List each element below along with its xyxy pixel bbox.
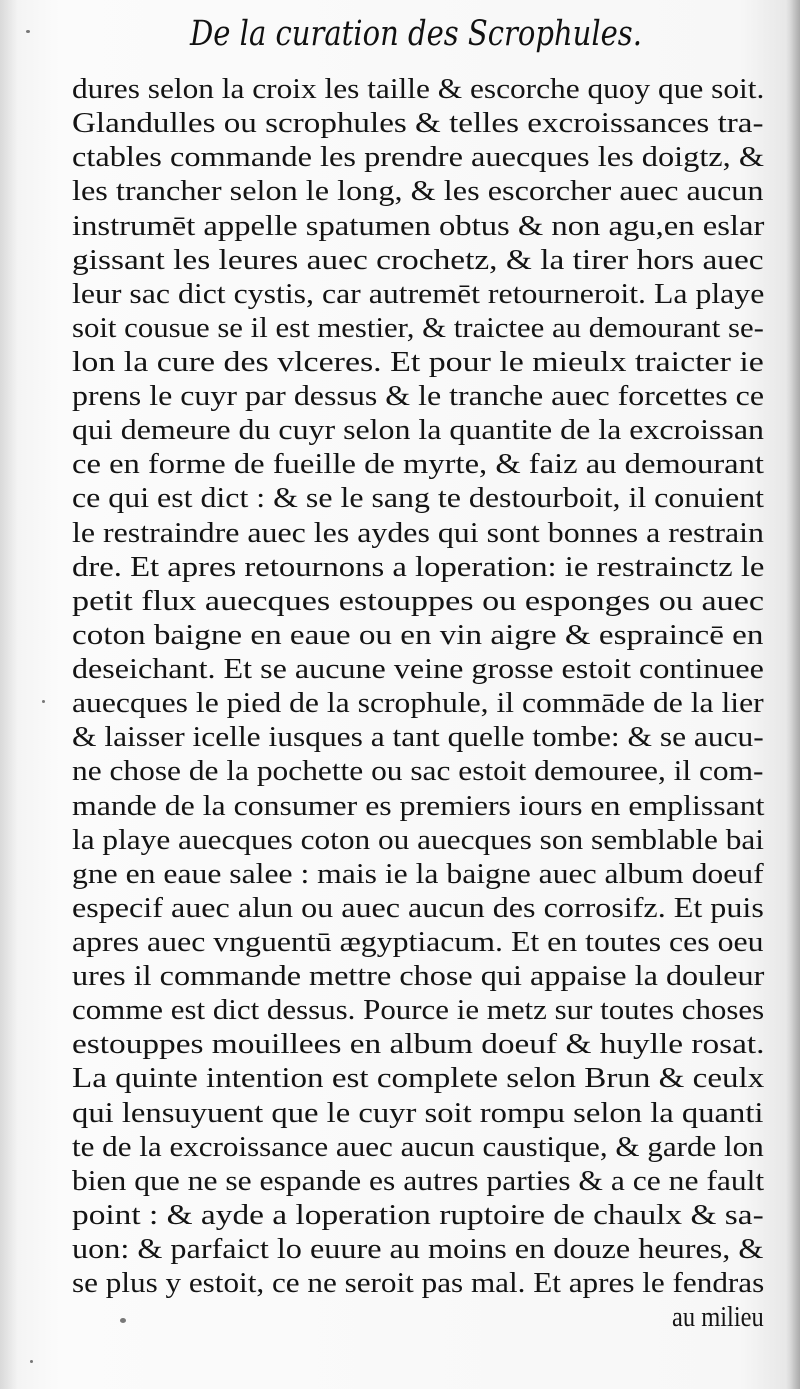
paper-speck [30, 1360, 33, 1363]
text-line: uon: & parfaict lo euure au moins en douze heures, & [72, 1233, 764, 1265]
page-edge-shadow [786, 0, 800, 1389]
text-line: ctables commande les prendre auecques les doigtz, & [72, 141, 765, 173]
text-line: instrumēt appelle spatumen obtus & non agu,en eslar [72, 210, 765, 242]
text-line: la playe auecques coton ou auecques son semblable bai [72, 824, 765, 856]
text-line: auecques le pied de la scrophule, il commāde de la lier [72, 687, 764, 719]
text-line: gne en eaue salee : mais ie la baigne auec album doeuf [72, 858, 764, 890]
text-line: ne chose de la pochette ou sac estoit demouree, il com- [72, 755, 764, 787]
text-line: leur sac dict cystis, car autremēt retourneroit. La playe [72, 278, 765, 310]
text-line: soit cousue se il est mestier, & traictee au demourant se- [72, 312, 764, 344]
text-line: mande de la consumer es premiers iours en emplissant [72, 790, 765, 822]
running-head: De la curation des Scrophules. [190, 14, 642, 54]
text-block [72, 72, 772, 1372]
text-line: bien que ne se espande es autres parties & a ce ne fault [72, 1165, 765, 1197]
text-line: prens le cuyr par dessus & le tranche auec forcettes ce [72, 380, 765, 412]
text-line: gissant les leures auec crochetz, & la tirer hors auec [72, 244, 764, 276]
text-line: se plus y estoit, ce ne seroit pas mal. Et apres le fendras [72, 1267, 765, 1299]
text-line: te de la excroissance auec aucun caustique, & garde lon [72, 1131, 764, 1163]
text-line: apres auec vnguentū ægyptiacum. Et en toutes ces oeu [72, 926, 764, 958]
paper-speck [120, 1318, 126, 1323]
text-line: deseichant. Et se aucune veine grosse estoit continuee [72, 653, 764, 685]
text-line: ures il commande mettre chose qui appaise la douleur [72, 960, 765, 992]
text-line: ce qui est dict : & se le sang te destourboit, il conuient [72, 482, 765, 514]
text-line: qui lensuyuent que le cuyr soit rompu selon la quanti [72, 1097, 764, 1129]
text-line: & laisser icelle iusques a tant quelle tombe: & se aucu- [72, 721, 764, 753]
paper-speck [42, 700, 45, 703]
text-line: estouppes mouillees en album doeuf & huylle rosat. [72, 1028, 765, 1060]
text-line: especif auec alun ou auec aucun des corrosifz. Et puis [72, 892, 764, 924]
paper-speck [26, 30, 30, 33]
text-line: dre. Et apres retournons a loperation: ie restrainctz le [72, 551, 765, 583]
text-line: ce en forme de fueille de myrte, & faiz au demourant [72, 448, 764, 480]
text-line: qui demeure du cuyr selon la quantite de la excroissan [72, 414, 764, 446]
text-line: au milieu [672, 1301, 764, 1333]
text-line: La quinte intention est complete selon Brun & ceulx [72, 1062, 765, 1094]
text-line: comme est dict dessus. Pource ie metz sur toutes choses [72, 994, 765, 1026]
text-line: lon la cure des vlceres. Et pour le mieulx traicter ie [72, 346, 764, 378]
text-line: point : & ayde a loperation ruptoire de chaulx & sa- [72, 1199, 764, 1231]
text-line: le restraindre auec les aydes qui sont bonnes a restrain [72, 517, 764, 549]
text-line: coton baigne en eaue ou en vin aigre & espraincē en [72, 619, 764, 651]
text-line: petit flux auecques estouppes ou esponges ou auec [72, 585, 765, 617]
text-line: Glandulles ou scrophules & telles excroissances tra- [72, 107, 764, 139]
text-line: les trancher selon le long, & les escorcher auec aucun [72, 175, 764, 207]
text-line: dures selon la croix les taille & escorche quoy que soit. [72, 73, 765, 105]
